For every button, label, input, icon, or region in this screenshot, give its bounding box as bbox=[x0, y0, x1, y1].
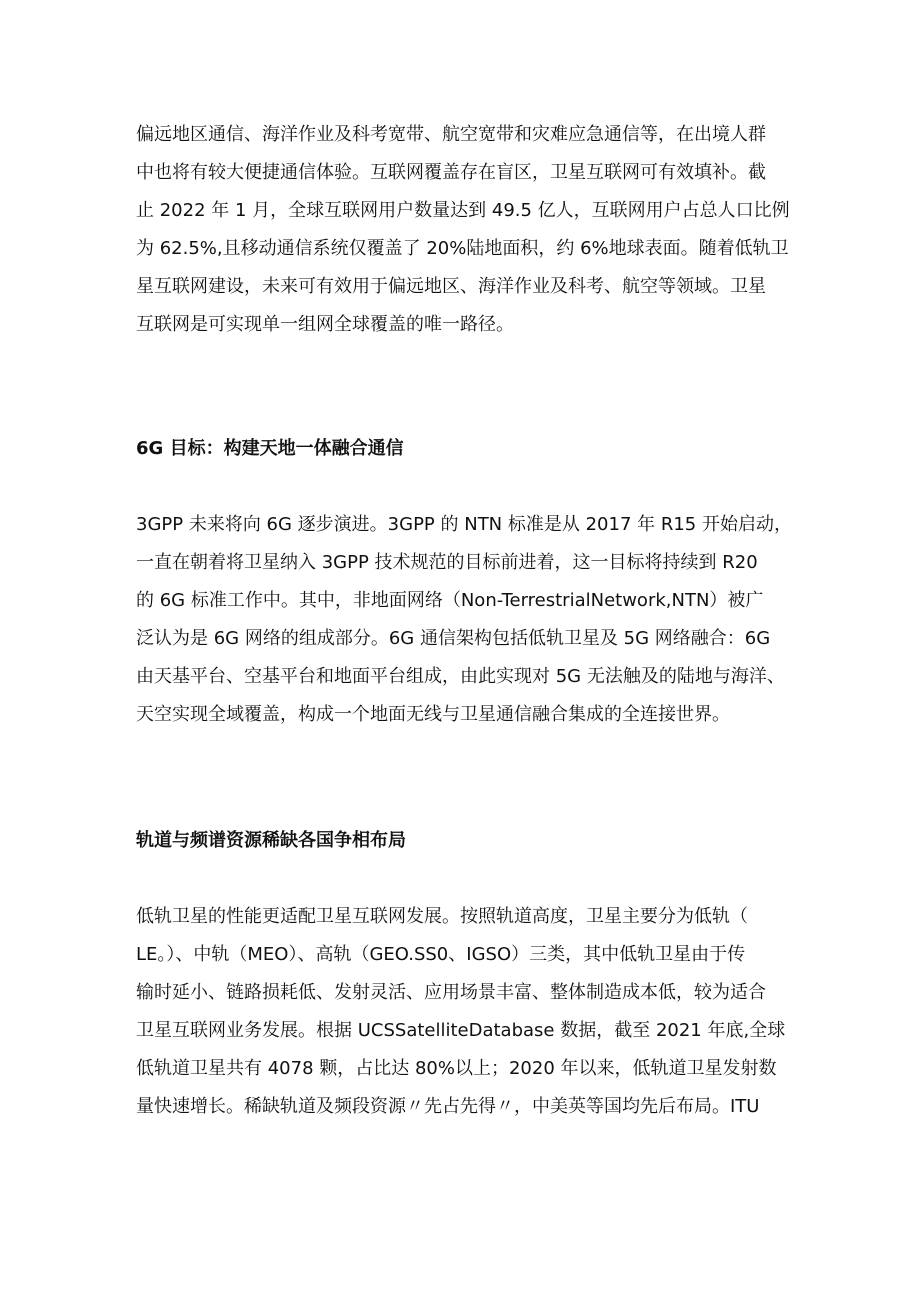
text-line: 低轨卫星的性能更适配卫星互联网发展。按照轨道高度，卫星主要分为低轨（ bbox=[136, 906, 748, 927]
text-line: 偏远地区通信、海洋作业及科考宽带、航空宽带和灾难应急通信等，在出境人群 bbox=[136, 124, 766, 145]
paragraph-6g-evolution bbox=[136, 506, 796, 734]
text-line: 天空实现全域覆盖，构成一个地面无线与卫星通信融合集成的全连接世界。 bbox=[136, 704, 730, 725]
text-line: 量快速增长。稀缺轨道及频段资源〃先占先得〃，中美英等国均先后布局。ITU bbox=[136, 1096, 760, 1117]
text-line: 输时延小、链路损耗低、发射灵活、应用场景丰富、整体制造成本低，较为适合 bbox=[136, 982, 766, 1003]
text-line: 星互联网建设，未来可有效用于偏远地区、海洋作业及科考、航空等领域。卫星 bbox=[136, 276, 766, 297]
text-line: 一直在朝着将卫星纳入 3GPP 技术规范的目标前进着，这一目标将持续到 R20 bbox=[136, 552, 758, 573]
paragraph-leo-satellites bbox=[136, 898, 796, 1126]
text-line: 的 6G 标准工作中。其中，非地面网络（Non-TerrestrialNetwork,NTN）被广 bbox=[136, 590, 764, 611]
text-line: 中也将有较大便捷通信体验。互联网覆盖存在盲区，卫星互联网可有效填补。截 bbox=[136, 162, 766, 183]
text-line: 为 62.5%,且移动通信系统仅覆盖了 20%陆地面积，约 6%地球表面。随着低轨卫 bbox=[136, 238, 789, 259]
section-heading-orbit-spectrum: 轨道与频谱资源稀缺各国争相布局 bbox=[136, 830, 406, 851]
text-line: LE。）、中轨（MEO）、高轨（GEO.SS0、IGSO）三类，其中低轨卫星由于传 bbox=[136, 944, 746, 965]
text-line: 低轨道卫星共有 4078 颗，占比达 80%以上；2020 年以来，低轨道卫星发射数 bbox=[136, 1058, 777, 1079]
text-line: 泛认为是 6G 网络的组成部分。6G 通信架构包括低轨卫星及 5G 网络融合：6G bbox=[136, 628, 771, 649]
section-heading-6g: 6G 目标：构建天地一体融合通信 bbox=[136, 438, 404, 459]
text-line: 互联网是可实现单一组网全球覆盖的唯一路径。 bbox=[136, 314, 514, 335]
text-line: 3GPP 未来将向 6G 逐步演进。3GPP 的 NTN 标准是从 2017 年 R15 开始启动， bbox=[136, 514, 792, 535]
text-line: 由天基平台、空基平台和地面平台组成，由此实现对 5G 无法触及的陆地与海洋、 bbox=[136, 666, 785, 687]
paragraph-satellite-coverage bbox=[136, 116, 796, 344]
text-line: 止 2022 年 1 月，全球互联网用户数量达到 49.5 亿人，互联网用户占总人口比例 bbox=[136, 200, 790, 221]
text-line: 卫星互联网业务发展。根据 UCSSatelliteDatabase 数据，截至 2021 年底,全球 bbox=[136, 1020, 786, 1041]
